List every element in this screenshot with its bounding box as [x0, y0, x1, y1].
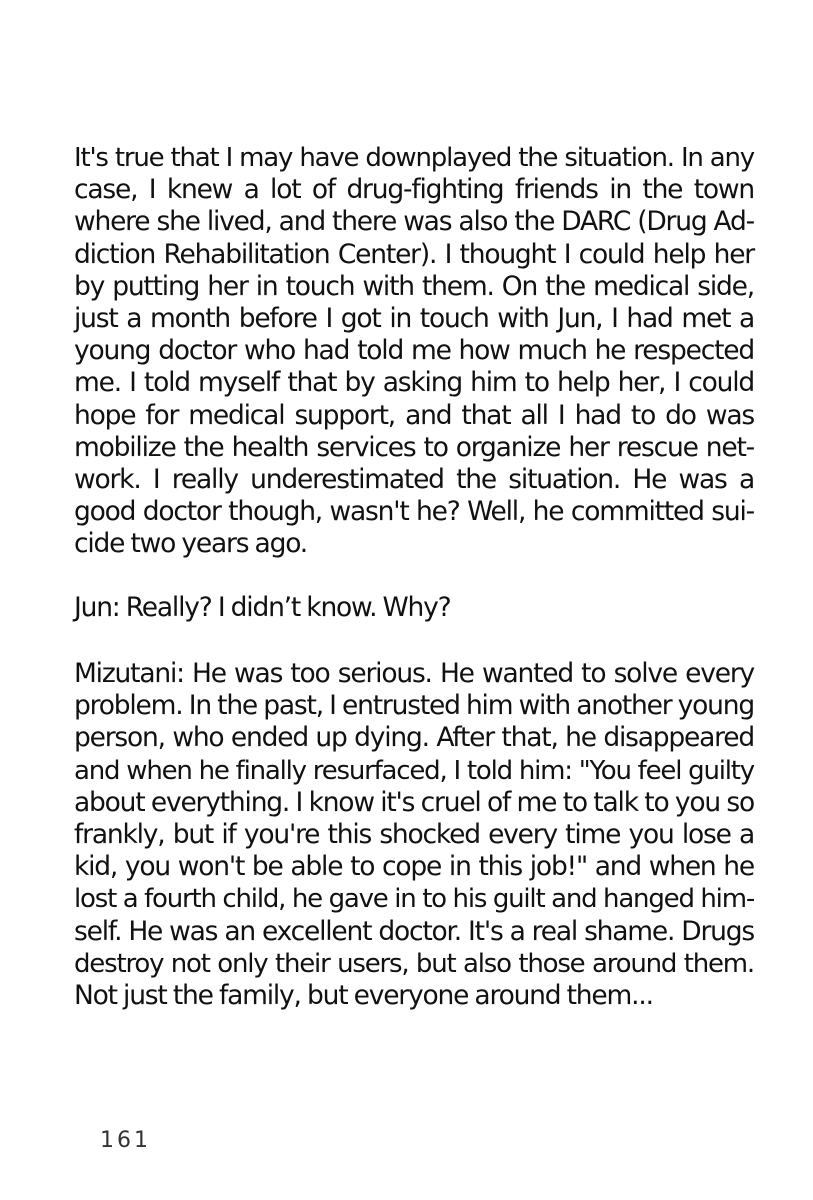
- paragraph-3: [74, 658, 754, 1012]
- text-line: hope for medical support, and that all I had to do was: [74, 399, 754, 431]
- text-line: Jun: Really? I didn’t know. Why?: [74, 592, 451, 623]
- text-line: cide two years ago.: [74, 528, 307, 560]
- text-line: Not just the family, but everyone around them...: [74, 979, 653, 1011]
- text-line: work. I really underestimated the situation. He was a: [74, 463, 754, 495]
- text-line: Mizutani: He was too serious. He wanted to solve every: [74, 658, 754, 689]
- text-line: me. I told myself that by asking him to help her, I could: [74, 367, 754, 399]
- text-line: case, I knew a lot of drug-fighting friends in the town: [74, 174, 754, 206]
- page-number: 161: [100, 1128, 151, 1153]
- text-line: mobilize the health services to organize her rescue net-: [74, 431, 754, 463]
- text-line: lost a fourth child, he gave in to his guilt and hanged him-: [74, 884, 754, 915]
- text-line: where she lived, and there was also the DARC (Drug Ad-: [74, 206, 754, 238]
- text-line: just a month before I got in touch with Jun, I had met a: [74, 302, 754, 334]
- text-line: kid, you won't be able to cope in this job!" and when he: [74, 851, 754, 883]
- text-line: diction Rehabilitation Center). I thought I could help her: [74, 238, 754, 270]
- text-line: about everything. I know it's cruel of me to talk to you so: [74, 786, 754, 818]
- text-line: good doctor though, wasn't he? Well, he committed sui-: [74, 496, 754, 528]
- paragraph-1: [74, 142, 754, 560]
- text-line: destroy not only their users, but also those around them.: [74, 948, 754, 979]
- text-line: self. He was an excellent doctor. It's a real shame. Drugs: [74, 915, 754, 947]
- text-line: It's true that I may have downplayed the situation. In any: [74, 143, 754, 173]
- text-line: person, who ended up dying. After that, he disappeared: [74, 722, 754, 754]
- text-line: problem. In the past, I entrusted him with another young: [74, 690, 754, 722]
- text-line: frankly, but if you're this shocked every time you lose a: [74, 818, 754, 850]
- text-line: and when he finally resurfaced, I told him: "You feel guilty: [74, 755, 754, 786]
- paragraph-2: [74, 592, 754, 624]
- text-line: by putting her in touch with them. On the medical side,: [74, 270, 754, 302]
- text-line: young doctor who had told me how much he respected: [74, 335, 754, 367]
